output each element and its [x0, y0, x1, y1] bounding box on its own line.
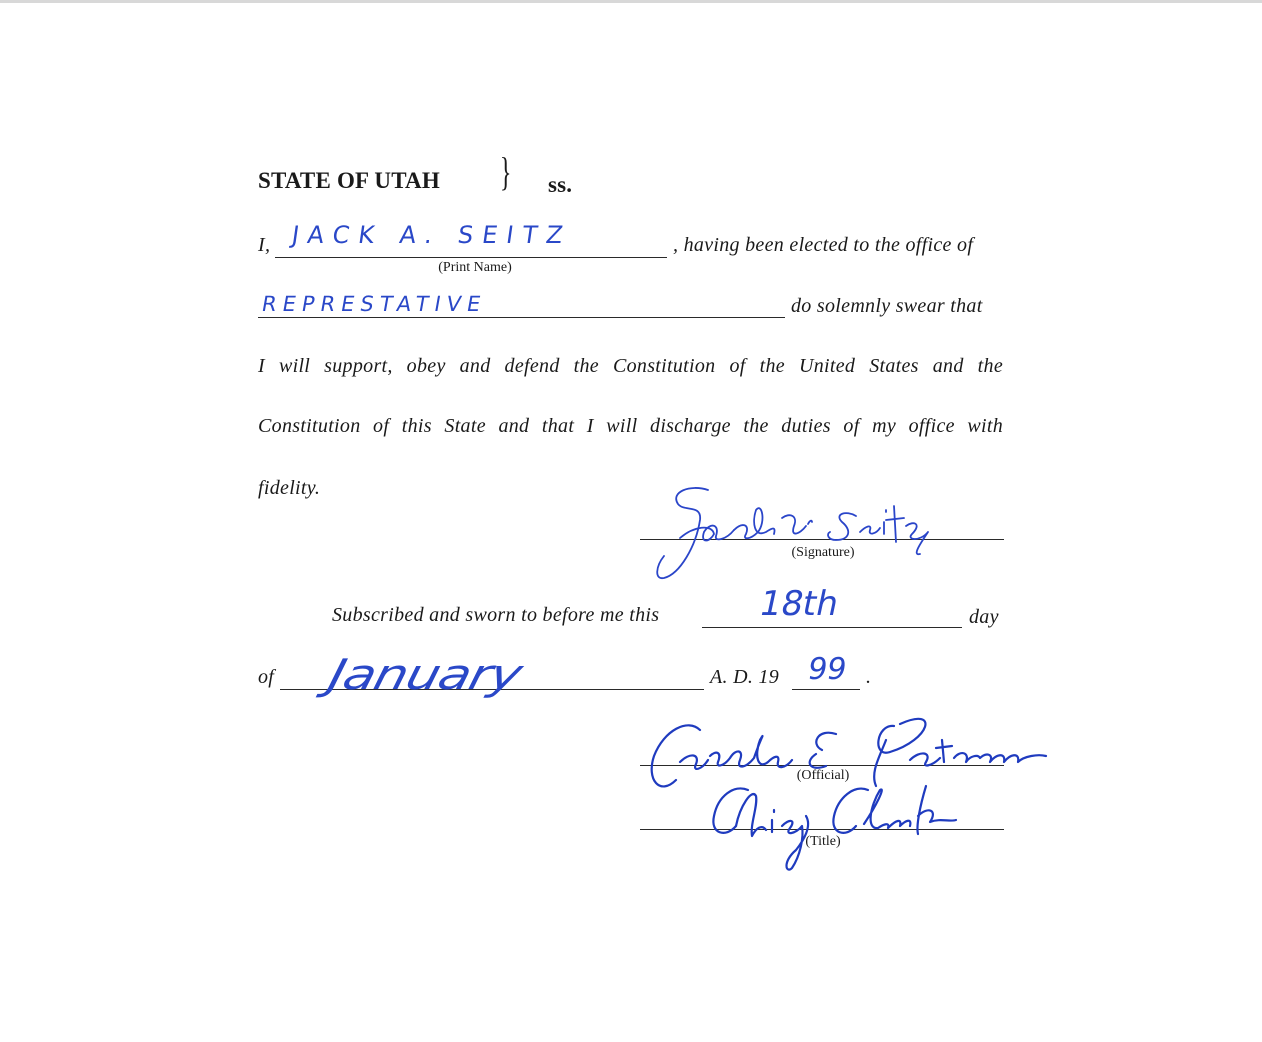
print-name-caption: (Print Name)	[438, 260, 512, 275]
day-handwriting: 18th	[755, 584, 843, 624]
day-word: day	[969, 606, 999, 628]
year-period: .	[866, 666, 872, 688]
signature-caption: (Signature)	[791, 545, 855, 560]
swear-text: do solemnly swear that	[791, 295, 983, 317]
ss-label: ss.	[548, 172, 573, 197]
title-handwriting-scribble	[700, 776, 980, 876]
day-line	[702, 627, 962, 628]
elected-text: , having been elected to the office of	[673, 234, 974, 256]
print-name-line	[275, 257, 667, 258]
official-caption: (Official)	[796, 768, 850, 783]
year-line	[792, 689, 860, 690]
oath-line-5: fidelity.	[258, 477, 321, 499]
of-word: of	[258, 666, 275, 688]
office-handwriting: REPRESTATIVE	[259, 292, 489, 316]
printed-name-handwriting: JACK A. SEITZ	[290, 221, 574, 249]
brace-mark: }	[499, 149, 512, 194]
month-handwriting: January	[323, 650, 527, 699]
office-line	[258, 317, 785, 318]
oath-prefix: I,	[258, 234, 271, 256]
subscribed-text: Subscribed and sworn to before me this	[332, 604, 660, 626]
state-heading: STATE OF UTAH	[258, 168, 440, 193]
oath-line-3: I will support, obey and defend the Constitution of the United States and the	[258, 355, 1003, 377]
oath-line-4: Constitution of this State and that I will discharge the duties of my office with	[258, 415, 1003, 437]
ad-text: A. D. 19	[710, 666, 780, 688]
page-top-edge	[0, 0, 1262, 3]
signature-scribble	[650, 482, 960, 582]
title-caption: (Title)	[805, 834, 841, 849]
year-handwriting: 99	[804, 652, 850, 687]
